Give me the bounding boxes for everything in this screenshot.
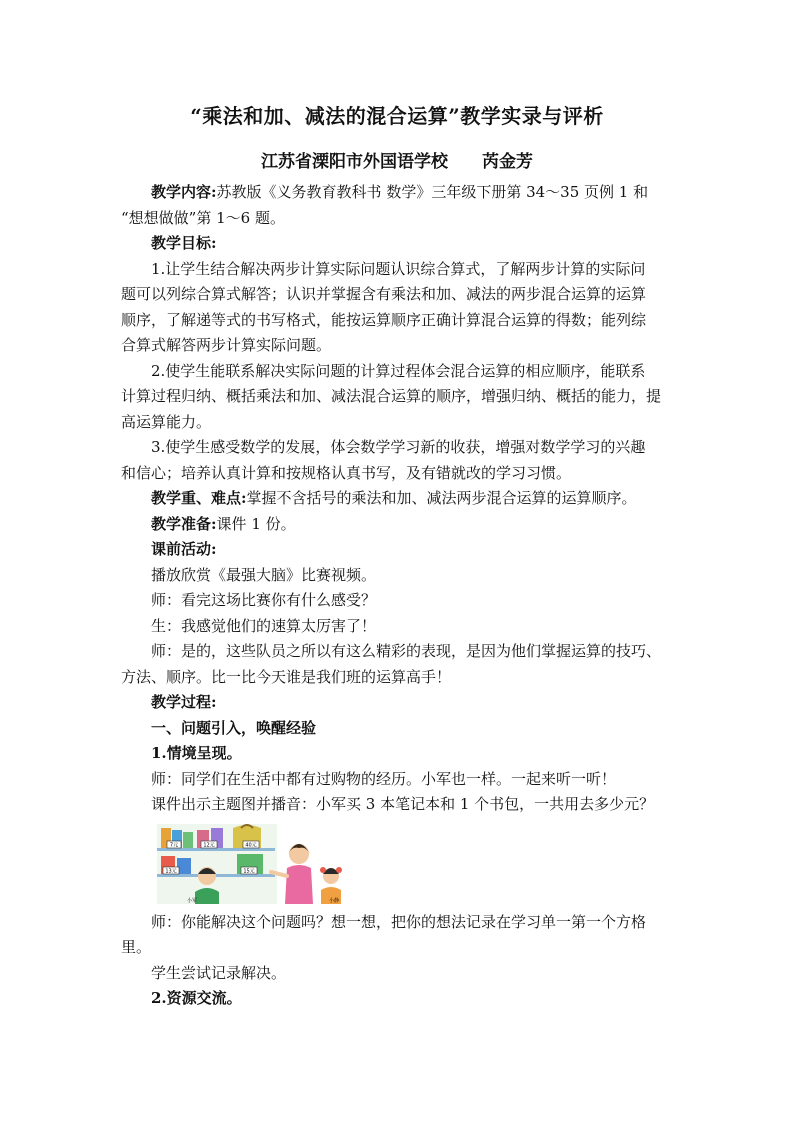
pre-activity-line: 生：我感觉他们的速算太厉害了！ <box>151 616 377 635</box>
key-points: 教学重、难点:掌握不含括号的乘法和加、减法两步混合运算的运算顺序。 <box>151 489 637 507</box>
goal-2-line: 计算过程归纳、概括乘法和加、减法混合运算的顺序，增强归纳、概括的能力，提 <box>121 387 662 405</box>
content-paragraph-cont: “想想做做”第 1～6 题。 <box>121 208 285 227</box>
child-label: 小静 <box>329 897 340 904</box>
shop-scene-illustration <box>157 824 347 904</box>
document-body <box>121 180 673 1012</box>
subsection-heading: 2.资源交流。 <box>151 989 242 1007</box>
goal-1-line: 合算式解答两步计算实际问题。 <box>121 336 332 354</box>
author-name: 芮金芳 <box>482 152 533 172</box>
price-tag: 13元 <box>165 868 177 874</box>
pre-activity-heading: 课前活动: <box>151 540 217 558</box>
author-line <box>0 147 794 172</box>
document-title: “乘法和加、减法的混合运算”教学实录与评析 <box>190 104 604 128</box>
process-line: 师：同学们在生活中都有过购物的经历。小军也一样。一起来听一听！ <box>151 769 617 788</box>
process-heading: 教学过程: <box>151 693 217 711</box>
process-line: 学生尝试记录解决。 <box>151 963 287 982</box>
goals-heading: 教学目标: <box>151 234 217 252</box>
teacher-body <box>285 865 313 904</box>
pre-activity-line: 师：是的，这些队员之所以有这么精彩的表现，是因为他们掌握运算的技巧、 <box>151 642 662 660</box>
price-tag: 15元 <box>243 868 255 874</box>
process-line: 里。 <box>121 938 152 956</box>
pre-activity-line: 方法、顺序。比一比今天谁是我们班的运算高手！ <box>121 667 452 686</box>
shop-scene-svg <box>157 824 347 904</box>
pre-activity-line: 师：看完这场比赛你有什么感受？ <box>151 591 377 609</box>
subsection-heading: 1.情境呈现。 <box>151 744 242 762</box>
pre-activity-line: 播放欣赏《最强大脑》比赛视频。 <box>151 565 377 584</box>
goal-3-line: 和信心；培养认真计算和按规格认真书写，及有错就改的学习习惯。 <box>121 463 572 482</box>
process-line: 师：你能解决这个问题吗？想一想，把你的想法记录在学习单一第一个方格 <box>151 912 647 931</box>
content-paragraph: 教学内容:苏教版《义务教育教科书 数学》三年级下册第 34～35 页例 1 和 <box>151 183 649 201</box>
preparation: 教学准备:课件 1 份。 <box>151 514 296 533</box>
goal-1-line: 顺序，了解递等式的书写格式，能按运算顺序正确计算混合运算的得数；能列综 <box>121 310 647 329</box>
author-school: 江苏省溧阳市外国语学校 <box>261 152 448 172</box>
child-label: 小军 <box>187 897 198 904</box>
price-tag: 12元 <box>203 842 215 848</box>
goal-3-line: 3.使学生感受数学的发展，体会数学学习新的收获，增强对数学学习的兴趣 <box>151 438 646 456</box>
goal-1-line: 题可以列综合算式解答；认识并掌握含有乘法和加、减法的两步混合运算的运算 <box>121 285 647 303</box>
goal-2-line: 高运算能力。 <box>121 412 212 431</box>
boy-body <box>195 888 219 904</box>
process-line: 课件出示主题图并播音：小军买 3 本笔记本和 1 个书包，一共用去多少元？ <box>151 795 655 813</box>
goal-2-line: 2.使学生能联系解决实际问题的计算过程体会混合运算的相应顺序，能联系 <box>151 361 646 380</box>
price-tag: 7元 <box>169 842 179 848</box>
goal-1-line: 1.让学生结合解决两步计算实际问题认识综合算式，了解两步计算的实际问 <box>151 259 646 278</box>
price-tag: 40元 <box>245 842 257 848</box>
section-heading: 一、问题引入，唤醒经验 <box>151 718 317 737</box>
